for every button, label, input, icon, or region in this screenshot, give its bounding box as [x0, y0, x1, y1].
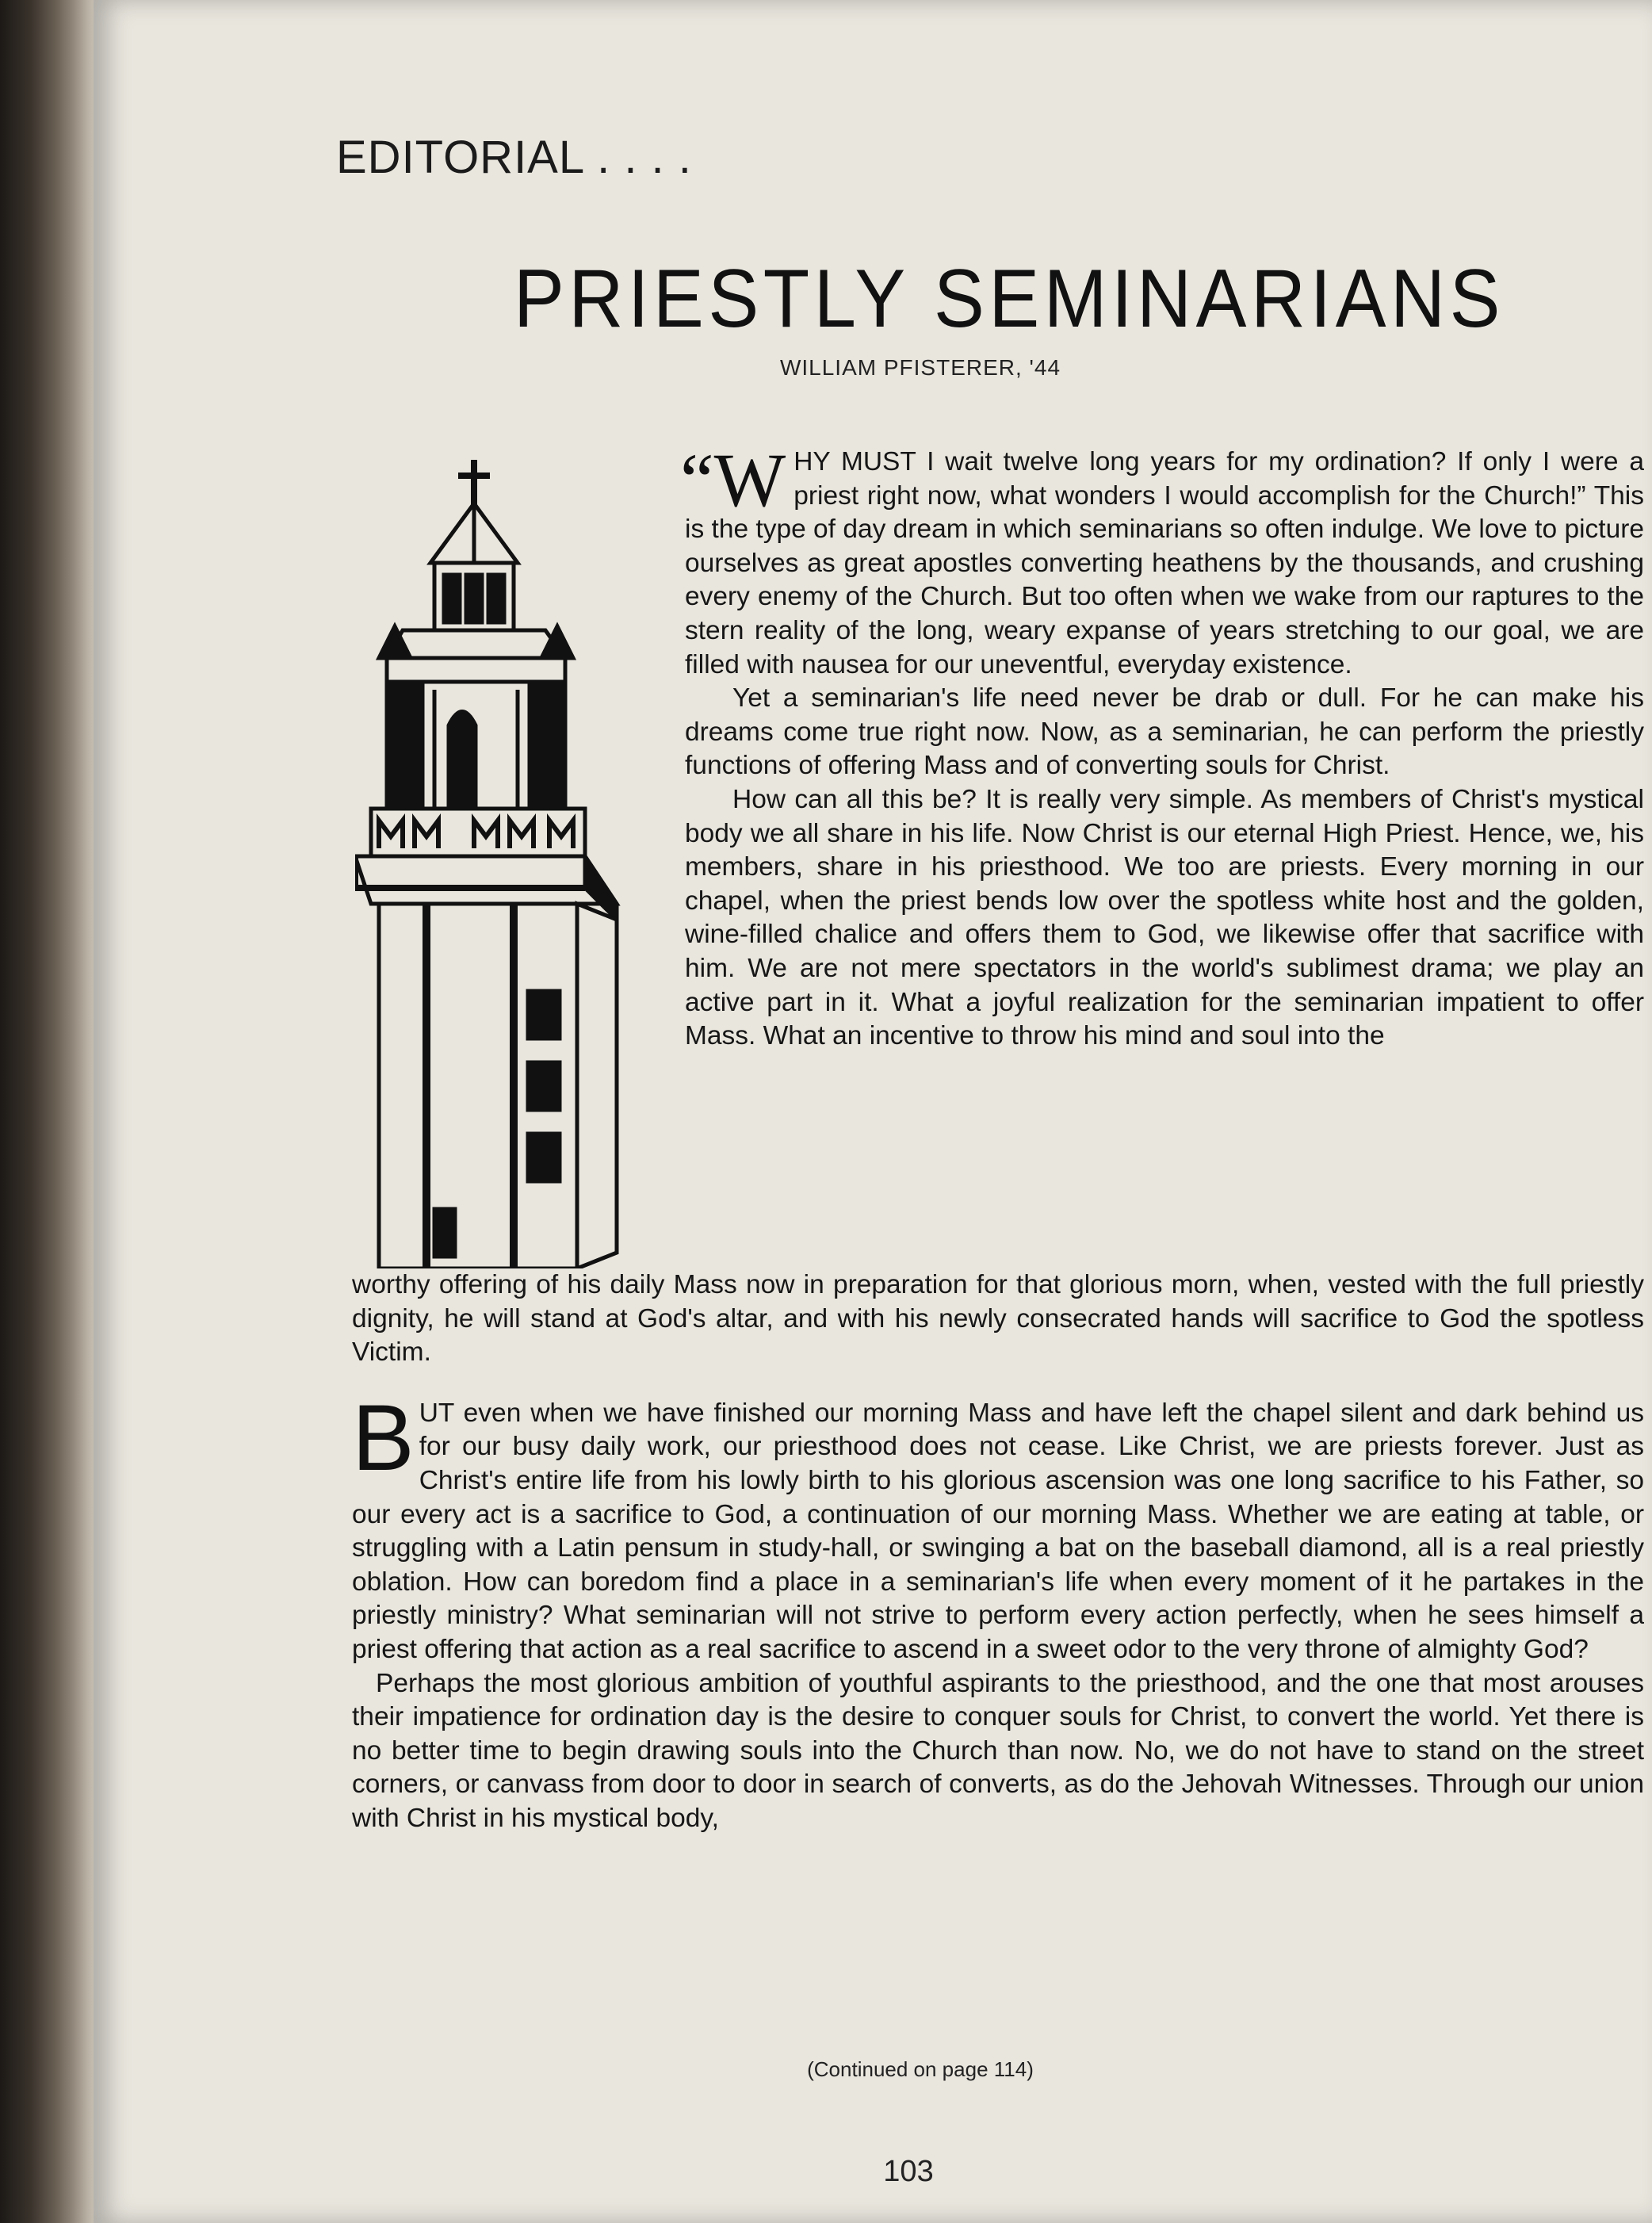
article-title: PRIESTLY SEMINARIANS — [514, 253, 1505, 345]
paragraph-2: Yet a seminarian's life need never be drab or dull. For he can make his dreams come true right now. Now, as a seminarian, he can perform the priestly functions of offering Mass and of converting souls for Christ. — [685, 683, 1644, 781]
bell-tower-illustration — [355, 460, 704, 1268]
article-column-upper — [680, 438, 1644, 1054]
book-spine-edge — [0, 0, 103, 2223]
drop-cap-w: “W — [680, 438, 786, 522]
paragraph-3-part-2: worthy offering of his daily Mass now in preparation for that glorious morn, when, vested with the full priestly dignity, he will stand at God's altar, and with his newly consecrated hands will sacrifice to God the spotless Victim. — [352, 1270, 1644, 1368]
article-column-full — [352, 1268, 1644, 1836]
paragraph-1 — [680, 438, 1644, 682]
paragraph-1-text: HY MUST I wait twelve long years for my ordination? If only I were a priest right now, what wonders I would accomplish for the Church!” This is the type of day dream in which seminarians so often indulge. We love to picture ourselves as great apostles converting heathens by the thousands, and crushing every enemy of the Church. But too often when we wake from our raptures to the stern reality of the long, weary expanse of years stretching to our goal, we are filled with nausea for our uneventful, everyday existence. — [685, 447, 1644, 679]
paragraph-5: Perhaps the most glorious ambition of youthful aspirants to the priesthood, and the one that most arouses their impatience for ordination day is the desire to conquer souls for Christ, to convert the world. Yet there is no better time to begin drawing souls into the Church than now. No, we do not have to stand on the street corners, or canvass from door to door in search of converts, as do the Jehovah Witnesses. Through our union with Christ in his mystical body, — [352, 1668, 1644, 1833]
continued-note: (Continued on page 114) — [807, 2057, 1034, 2081]
paragraph-4 — [352, 1385, 1644, 1667]
article-byline: WILLIAM PFISTERER, '44 — [779, 355, 1061, 380]
paragraph-4-text: UT even when we have finished our morning Mass and have left the chapel silent and dark behind us for our busy daily work, our priesthood does not cease. Like Christ, we are priests forever. Just as Christ's entire life from his lowly birth to his glorious ascension was one long sacrifice to his Father, so our every act is a sacrifice to God, a continuation of our morning Mass. Whether we are eating at table, or struggling with a Latin pensum in study-hall, or swinging a bat on the baseball diamond, all is a real priestly oblation. How can boredom find a place in a seminarian's life when every moment of it he partakes in the priestly ministry? What seminarian will not strive to perform every action perfectly, when he sees himself a priest offering that action as a real sacrifice to ascend in a sweet odor to the very throne of almighty God? — [352, 1398, 1644, 1664]
page-number: 103 — [883, 2155, 934, 2188]
drop-cap-b: B — [352, 1385, 415, 1490]
paragraph-3-part-1: How can all this be? It is really very simple. As members of Christ's mystical body we all share in his life. Now Christ is our eternal High Priest. Hence, we, his members, share in his priesthood. We too are priests. Every morning in our chapel, when the priest bends low over the spotless white host and the golden, wine-filled chalice and offers them to God, we likewise offer that sacrifice with him. We are not mere spectators in the world's sublimest drama; we play an active part in it. What a joyful realization for the seminarian impatient to offer Mass. What an incentive to throw his mind and soul into the — [685, 784, 1644, 1051]
magazine-page — [94, 0, 1652, 2223]
section-label: EDITORIAL . . . . — [336, 132, 692, 183]
